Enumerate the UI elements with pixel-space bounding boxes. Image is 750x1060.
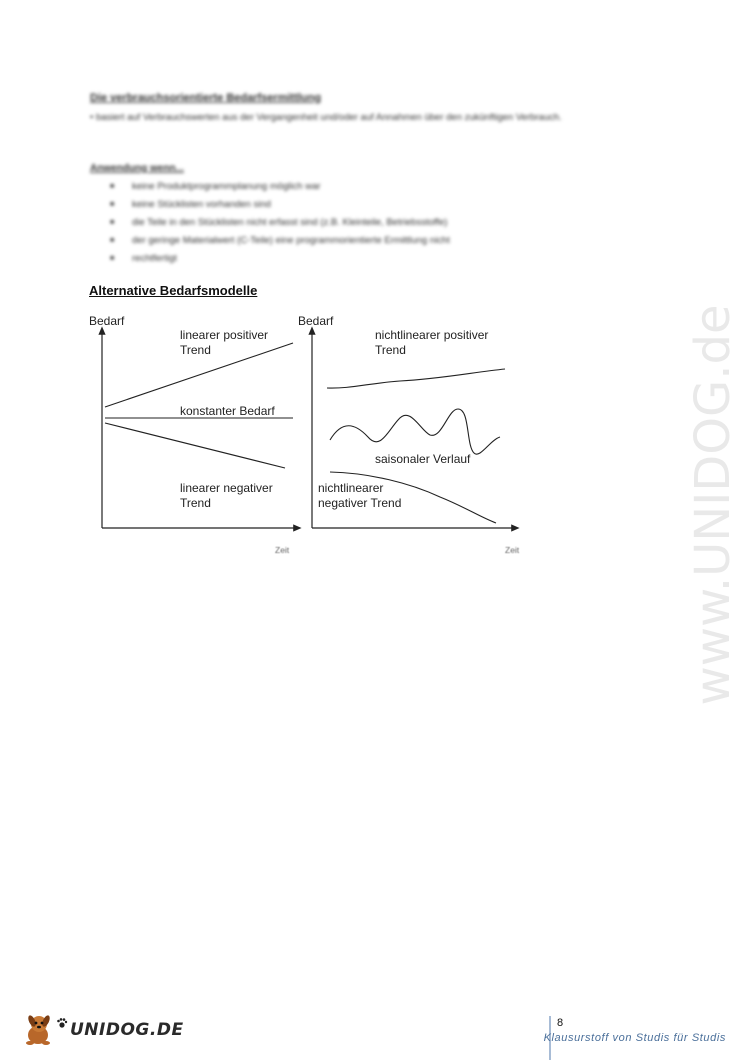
bullet-item: ■ die Teile in den Stücklisten nicht erfasst sind (z.B. Kleinteile, Betriebsstoffe) bbox=[110, 214, 450, 232]
dog-mascot-icon bbox=[22, 1013, 56, 1047]
linear-negative-trend-line bbox=[105, 423, 285, 468]
label-linear-negative-1: linearer negativer bbox=[180, 481, 273, 495]
watermark: www.UNIDOG.de bbox=[685, 304, 741, 706]
paw-icon bbox=[56, 1017, 68, 1029]
blurred-usage-heading: Anwendung wenn... bbox=[90, 163, 184, 174]
label-nonlinear-negative-1: nichtlinearer bbox=[318, 481, 384, 495]
blurred-paragraph: • basiert auf Verbrauchswerten aus der Vergangenheit und/oder auf Annahmen über den zukünftigen Verbrauch. bbox=[90, 112, 562, 123]
right-y-axis-label: Bedarf bbox=[298, 314, 334, 328]
logo-text: UNIDOG.DE bbox=[70, 1020, 184, 1040]
footer-logo bbox=[22, 1013, 184, 1047]
bullet-item: ■ rechtfertigt bbox=[110, 250, 450, 268]
label-constant-demand: konstanter Bedarf bbox=[180, 404, 275, 418]
label-linear-positive-1: linearer positiver bbox=[180, 328, 269, 342]
page-number: 8 bbox=[557, 1017, 564, 1029]
blurred-bullet-list bbox=[110, 178, 450, 268]
demand-models-diagram bbox=[80, 305, 540, 565]
left-x-axis-label: Zeit bbox=[275, 545, 290, 555]
label-linear-positive-2: Trend bbox=[180, 343, 211, 357]
seasonal-curve bbox=[330, 409, 500, 454]
bullet-item: ■ der geringe Materialwert (C-Teile) eine programmorientierte Ermittlung nicht bbox=[110, 232, 450, 250]
bullet-item: ■ keine Produktprogrammplanung möglich war bbox=[110, 178, 450, 196]
left-y-axis-label: Bedarf bbox=[89, 314, 125, 328]
label-nonlinear-negative-2: negativer Trend bbox=[318, 496, 402, 510]
right-x-axis-label: Zeit bbox=[505, 545, 520, 555]
label-nonlinear-positive-1: nichtlinearer positiver bbox=[375, 328, 489, 342]
footer-tagline: Klausurstoff von Studis für Studis bbox=[543, 1032, 726, 1044]
blurred-heading: Die verbrauchsorientierte Bedarfsermittlung bbox=[90, 92, 322, 104]
label-seasonal: saisonaler Verlauf bbox=[375, 452, 471, 466]
bullet-item: ■ keine Stücklisten vorhanden sind bbox=[110, 196, 450, 214]
nonlinear-positive-trend-curve bbox=[327, 369, 505, 388]
label-linear-negative-2: Trend bbox=[180, 496, 211, 510]
section-title: Alternative Bedarfsmodelle bbox=[89, 283, 258, 298]
label-nonlinear-positive-2: Trend bbox=[375, 343, 406, 357]
